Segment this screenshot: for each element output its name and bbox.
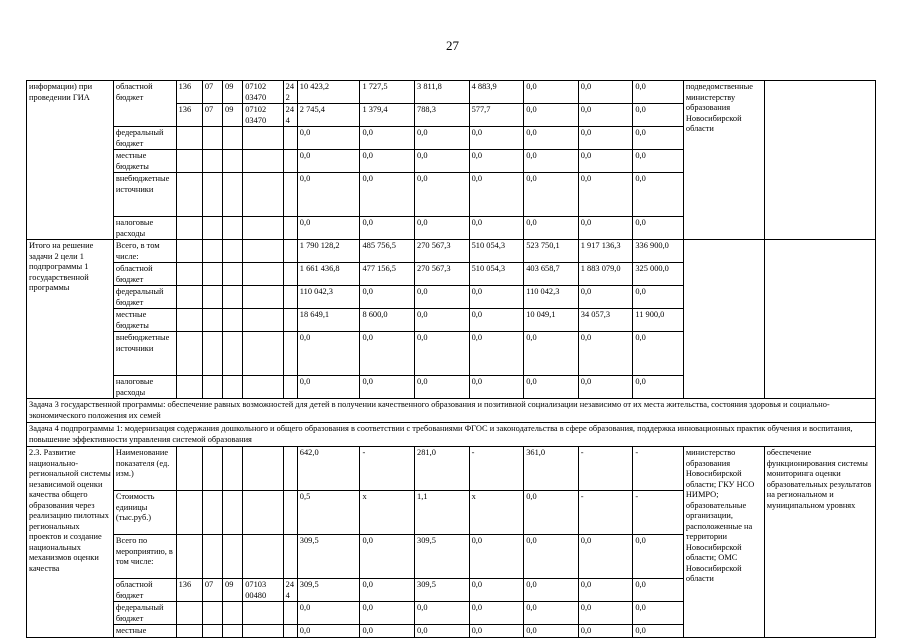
value-cell: 0,0 bbox=[578, 579, 633, 602]
value-cell: 0,0 bbox=[469, 217, 524, 240]
grbs-cell bbox=[176, 491, 202, 535]
value-cell: 309,5 bbox=[415, 579, 470, 602]
value-cell: 0,0 bbox=[633, 81, 684, 104]
value-cell: 0,0 bbox=[469, 602, 524, 625]
code-cell bbox=[202, 263, 222, 286]
value-cell: 0,0 bbox=[524, 217, 579, 240]
code-cell bbox=[202, 240, 222, 263]
value-cell: 0,0 bbox=[578, 127, 633, 150]
activity-title: 2.3. Развитие национально-региональной системы независимой оценки качества общего образования через реализацию пилотных региональных проектов и создание национальных механизмов оценки качества bbox=[27, 447, 114, 638]
value-cell: 0,0 bbox=[360, 286, 415, 309]
value-cell: 0,0 bbox=[415, 602, 470, 625]
csr-cell bbox=[243, 535, 283, 579]
pr-cell: 09 bbox=[223, 81, 243, 104]
funding-source: Наименование показателя (ед. изм.) bbox=[113, 447, 176, 491]
value-cell: 0,0 bbox=[360, 602, 415, 625]
code-cell bbox=[243, 309, 283, 332]
funding-source: Стоимость единицы (тыс.руб.) bbox=[113, 491, 176, 535]
code-cell bbox=[283, 309, 297, 332]
rz-cell bbox=[202, 602, 222, 625]
code-cell bbox=[243, 240, 283, 263]
funding-source: внебюджетные источники bbox=[113, 173, 176, 217]
grbs-cell: 136 bbox=[176, 579, 202, 602]
value-cell: 1,1 bbox=[415, 491, 470, 535]
value-cell: 1 883 079,0 bbox=[578, 263, 633, 286]
code-cell bbox=[283, 240, 297, 263]
value-cell: 0,0 bbox=[297, 150, 360, 173]
pr-cell bbox=[223, 447, 243, 491]
vr-cell bbox=[283, 625, 297, 638]
code-cell bbox=[223, 286, 243, 309]
value-cell: 3 811,8 bbox=[415, 81, 470, 104]
value-cell: 0,0 bbox=[469, 173, 524, 217]
value-cell: 0,0 bbox=[633, 625, 684, 638]
funding-source: федеральный бюджет bbox=[113, 602, 176, 625]
rz-cell bbox=[202, 150, 222, 173]
value-cell: 0,0 bbox=[524, 579, 579, 602]
value-cell: 1 917 136,3 bbox=[578, 240, 633, 263]
vr-cell bbox=[283, 150, 297, 173]
value-cell: 281,0 bbox=[415, 447, 470, 491]
value-cell: 0,0 bbox=[415, 217, 470, 240]
funding-source: налоговые расходы bbox=[113, 217, 176, 240]
code-cell bbox=[202, 286, 222, 309]
budget-table bbox=[26, 80, 876, 638]
value-cell: 309,5 bbox=[297, 579, 360, 602]
value-cell: 0,0 bbox=[578, 104, 633, 127]
value-cell: 0,0 bbox=[415, 309, 470, 332]
table-row bbox=[27, 81, 876, 104]
rz-cell bbox=[202, 447, 222, 491]
total-title: Итого на решение задачи 2 цели 1 подпрограммы 1 государственной программы bbox=[27, 240, 114, 399]
csr-cell: 07103 00480 bbox=[243, 579, 283, 602]
value-cell: 0,0 bbox=[360, 217, 415, 240]
rz-cell bbox=[202, 127, 222, 150]
value-cell: 0,0 bbox=[524, 173, 579, 217]
pr-cell bbox=[223, 173, 243, 217]
value-cell: 523 750,1 bbox=[524, 240, 579, 263]
value-cell: 1 661 436,8 bbox=[297, 263, 360, 286]
vr-cell: 242 bbox=[283, 81, 297, 104]
funding-source: Всего по мероприятию, в том числе: bbox=[113, 535, 176, 579]
value-cell: 34 057,3 bbox=[578, 309, 633, 332]
value-cell: 0,0 bbox=[524, 625, 579, 638]
funding-source: федеральный бюджет bbox=[113, 286, 176, 309]
value-cell: 0,0 bbox=[633, 104, 684, 127]
value-cell: 0,0 bbox=[360, 127, 415, 150]
pr-cell: 09 bbox=[223, 104, 243, 127]
csr-cell: 07102 03470 bbox=[243, 104, 283, 127]
code-cell bbox=[176, 240, 202, 263]
funding-source: местные bbox=[113, 625, 176, 638]
csr-cell bbox=[243, 447, 283, 491]
value-cell: 0,0 bbox=[297, 127, 360, 150]
code-cell bbox=[202, 332, 222, 376]
value-cell: 110 042,3 bbox=[524, 286, 579, 309]
table-row bbox=[27, 447, 876, 491]
value-cell: 0,0 bbox=[578, 173, 633, 217]
grbs-cell bbox=[176, 127, 202, 150]
value-cell: 0,0 bbox=[524, 535, 579, 579]
value-cell: 0,0 bbox=[297, 625, 360, 638]
value-cell: 0,0 bbox=[524, 150, 579, 173]
code-cell bbox=[223, 263, 243, 286]
value-cell: 0,0 bbox=[633, 173, 684, 217]
value-cell: 2 745,4 bbox=[297, 104, 360, 127]
vr-cell: 244 bbox=[283, 104, 297, 127]
code-cell bbox=[176, 376, 202, 399]
code-cell bbox=[176, 286, 202, 309]
value-cell: 0,0 bbox=[415, 127, 470, 150]
table-body bbox=[27, 81, 876, 638]
code-cell bbox=[223, 332, 243, 376]
value-cell: 8 600,0 bbox=[360, 309, 415, 332]
csr-cell bbox=[243, 217, 283, 240]
value-cell: 0,0 bbox=[633, 602, 684, 625]
rz-cell bbox=[202, 491, 222, 535]
value-cell: x bbox=[469, 491, 524, 535]
funding-source: областной бюджет bbox=[113, 81, 176, 127]
value-cell: 0,0 bbox=[469, 309, 524, 332]
vr-cell bbox=[283, 127, 297, 150]
value-cell: 0,0 bbox=[578, 286, 633, 309]
code-cell bbox=[223, 376, 243, 399]
value-cell: - bbox=[578, 447, 633, 491]
value-cell: x bbox=[360, 491, 415, 535]
value-cell: 0,0 bbox=[633, 217, 684, 240]
vr-cell bbox=[283, 491, 297, 535]
funding-source: местные бюджеты bbox=[113, 309, 176, 332]
value-cell: 0,0 bbox=[469, 535, 524, 579]
value-cell: 309,5 bbox=[415, 535, 470, 579]
funding-source: областной бюджет bbox=[113, 579, 176, 602]
value-cell: 477 156,5 bbox=[360, 263, 415, 286]
grbs-cell bbox=[176, 602, 202, 625]
value-cell: 0,5 bbox=[297, 491, 360, 535]
value-cell: - bbox=[578, 491, 633, 535]
grbs-cell: 136 bbox=[176, 104, 202, 127]
value-cell: 0,0 bbox=[469, 579, 524, 602]
result-cell bbox=[764, 81, 875, 240]
value-cell: 0,0 bbox=[297, 376, 360, 399]
value-cell: 0,0 bbox=[578, 150, 633, 173]
value-cell: 0,0 bbox=[297, 173, 360, 217]
value-cell: 309,5 bbox=[297, 535, 360, 579]
value-cell: 0,0 bbox=[633, 286, 684, 309]
value-cell: 0,0 bbox=[360, 332, 415, 376]
value-cell: 10 423,2 bbox=[297, 81, 360, 104]
value-cell: 0,0 bbox=[297, 602, 360, 625]
value-cell: 642,0 bbox=[297, 447, 360, 491]
value-cell: 510 054,3 bbox=[469, 263, 524, 286]
value-cell: 0,0 bbox=[469, 150, 524, 173]
executor-cell bbox=[683, 240, 764, 399]
value-cell: 11 900,0 bbox=[633, 309, 684, 332]
code-cell bbox=[176, 332, 202, 376]
funding-source: местные бюджеты bbox=[113, 150, 176, 173]
csr-cell bbox=[243, 173, 283, 217]
executor-cell: подведомственные министерству образования Новосибирской области bbox=[683, 81, 764, 240]
code-cell bbox=[243, 376, 283, 399]
pr-cell bbox=[223, 535, 243, 579]
value-cell: 0,0 bbox=[578, 81, 633, 104]
rz-cell: 07 bbox=[202, 81, 222, 104]
task-band: Задача 4 подпрограммы 1: модернизация содержания дошкольного и общего образования в соответствии с требованиями ФГОС и законодательства в сфере образования, поддержка инновационных практик обучения и воспитания, повышение эффективности управления системой образования bbox=[27, 423, 876, 447]
value-cell: 0,0 bbox=[524, 104, 579, 127]
value-cell: 0,0 bbox=[524, 332, 579, 376]
grbs-cell bbox=[176, 625, 202, 638]
task-band-row bbox=[27, 423, 876, 447]
value-cell: - bbox=[360, 447, 415, 491]
value-cell: 0,0 bbox=[633, 535, 684, 579]
code-cell bbox=[243, 332, 283, 376]
value-cell: 0,0 bbox=[469, 625, 524, 638]
pr-cell bbox=[223, 625, 243, 638]
code-cell bbox=[243, 263, 283, 286]
value-cell: 0,0 bbox=[415, 286, 470, 309]
value-cell: 0,0 bbox=[297, 217, 360, 240]
value-cell: 1 727,5 bbox=[360, 81, 415, 104]
value-cell: 325 000,0 bbox=[633, 263, 684, 286]
grbs-cell bbox=[176, 535, 202, 579]
code-cell bbox=[283, 376, 297, 399]
value-cell: 0,0 bbox=[360, 535, 415, 579]
value-cell: 788,3 bbox=[415, 104, 470, 127]
value-cell: 0,0 bbox=[360, 579, 415, 602]
code-cell bbox=[243, 286, 283, 309]
value-cell: 0,0 bbox=[524, 602, 579, 625]
value-cell: 0,0 bbox=[578, 625, 633, 638]
pr-cell bbox=[223, 150, 243, 173]
code-cell bbox=[283, 332, 297, 376]
value-cell: 485 756,5 bbox=[360, 240, 415, 263]
vr-cell bbox=[283, 447, 297, 491]
funding-source: федеральный бюджет bbox=[113, 127, 176, 150]
value-cell: 0,0 bbox=[633, 127, 684, 150]
vr-cell: 244 bbox=[283, 579, 297, 602]
pr-cell bbox=[223, 602, 243, 625]
value-cell: 0,0 bbox=[469, 332, 524, 376]
result-cell bbox=[764, 240, 875, 399]
csr-cell bbox=[243, 625, 283, 638]
pr-cell bbox=[223, 491, 243, 535]
pr-cell bbox=[223, 217, 243, 240]
vr-cell bbox=[283, 217, 297, 240]
value-cell: 270 567,3 bbox=[415, 263, 470, 286]
page-number: 27 bbox=[446, 38, 459, 53]
value-cell: 0,0 bbox=[415, 332, 470, 376]
grbs-cell bbox=[176, 150, 202, 173]
result-cell: обеспечение функционирования системы мониторинга оценки образовательных результатов на региональном и муниципальном уровнях bbox=[764, 447, 875, 638]
vr-cell bbox=[283, 173, 297, 217]
funding-source: внебюджетные источники bbox=[113, 332, 176, 376]
value-cell: 0,0 bbox=[633, 332, 684, 376]
value-cell: 0,0 bbox=[469, 376, 524, 399]
code-cell bbox=[283, 263, 297, 286]
value-cell: 510 054,3 bbox=[469, 240, 524, 263]
code-cell bbox=[202, 376, 222, 399]
pr-cell bbox=[223, 127, 243, 150]
code-cell bbox=[223, 309, 243, 332]
value-cell: 0,0 bbox=[415, 173, 470, 217]
csr-cell: 07102 03470 bbox=[243, 81, 283, 104]
rz-cell bbox=[202, 535, 222, 579]
pr-cell: 09 bbox=[223, 579, 243, 602]
value-cell: 0,0 bbox=[524, 81, 579, 104]
value-cell: 0,0 bbox=[524, 127, 579, 150]
value-cell: 0,0 bbox=[415, 150, 470, 173]
value-cell: 0,0 bbox=[469, 127, 524, 150]
rz-cell bbox=[202, 625, 222, 638]
value-cell: 4 883,9 bbox=[469, 81, 524, 104]
value-cell: 1 790 128,2 bbox=[297, 240, 360, 263]
code-cell bbox=[176, 263, 202, 286]
executor-cell: министерство образования Новосибирской области; ГКУ НСО НИМРО; образовательные организации, расположенные на территории Новосибирской области; ОМС Новосибирской области bbox=[683, 447, 764, 638]
vr-cell bbox=[283, 602, 297, 625]
value-cell: 0,0 bbox=[360, 150, 415, 173]
value-cell: 270 567,3 bbox=[415, 240, 470, 263]
csr-cell bbox=[243, 602, 283, 625]
grbs-cell: 136 bbox=[176, 81, 202, 104]
grbs-cell bbox=[176, 173, 202, 217]
value-cell: 0,0 bbox=[415, 376, 470, 399]
value-cell: 10 049,1 bbox=[524, 309, 579, 332]
value-cell: 0,0 bbox=[360, 625, 415, 638]
value-cell: 0,0 bbox=[524, 376, 579, 399]
csr-cell bbox=[243, 150, 283, 173]
code-cell bbox=[176, 309, 202, 332]
csr-cell bbox=[243, 491, 283, 535]
value-cell: 336 900,0 bbox=[633, 240, 684, 263]
grbs-cell bbox=[176, 447, 202, 491]
value-cell: 0,0 bbox=[360, 173, 415, 217]
code-cell bbox=[223, 240, 243, 263]
value-cell: 403 658,7 bbox=[524, 263, 579, 286]
value-cell: 0,0 bbox=[633, 579, 684, 602]
value-cell: 110 042,3 bbox=[297, 286, 360, 309]
code-cell bbox=[202, 309, 222, 332]
rz-cell bbox=[202, 217, 222, 240]
task-band: Задача 3 государственной программы: обеспечение равных возможностей для детей в получении качественного образования и позитивной социализации независимо от их места жительства, состояния здоровья и социально-экономического положения их семей bbox=[27, 399, 876, 423]
task-band-row bbox=[27, 399, 876, 423]
rz-cell bbox=[202, 173, 222, 217]
value-cell: 0,0 bbox=[415, 625, 470, 638]
funding-source: Всего, в том числе: bbox=[113, 240, 176, 263]
value-cell: 0,0 bbox=[578, 332, 633, 376]
value-cell: - bbox=[633, 491, 684, 535]
value-cell: 0,0 bbox=[297, 332, 360, 376]
value-cell: 1 379,4 bbox=[360, 104, 415, 127]
rz-cell: 07 bbox=[202, 104, 222, 127]
csr-cell bbox=[243, 127, 283, 150]
funding-source: налоговые расходы bbox=[113, 376, 176, 399]
activity-title: информации) при проведении ГИА bbox=[27, 81, 114, 240]
value-cell: 0,0 bbox=[469, 286, 524, 309]
value-cell: 0,0 bbox=[633, 376, 684, 399]
rz-cell: 07 bbox=[202, 579, 222, 602]
value-cell: 0,0 bbox=[633, 150, 684, 173]
value-cell: 18 649,1 bbox=[297, 309, 360, 332]
value-cell: 0,0 bbox=[578, 535, 633, 579]
value-cell: - bbox=[469, 447, 524, 491]
value-cell: 577,7 bbox=[469, 104, 524, 127]
table-row bbox=[27, 240, 876, 263]
vr-cell bbox=[283, 535, 297, 579]
value-cell: 361,0 bbox=[524, 447, 579, 491]
value-cell: 0,0 bbox=[524, 491, 579, 535]
funding-source: областной бюджет bbox=[113, 263, 176, 286]
code-cell bbox=[283, 286, 297, 309]
value-cell: - bbox=[633, 447, 684, 491]
value-cell: 0,0 bbox=[578, 602, 633, 625]
value-cell: 0,0 bbox=[578, 376, 633, 399]
value-cell: 0,0 bbox=[360, 376, 415, 399]
grbs-cell bbox=[176, 217, 202, 240]
value-cell: 0,0 bbox=[578, 217, 633, 240]
